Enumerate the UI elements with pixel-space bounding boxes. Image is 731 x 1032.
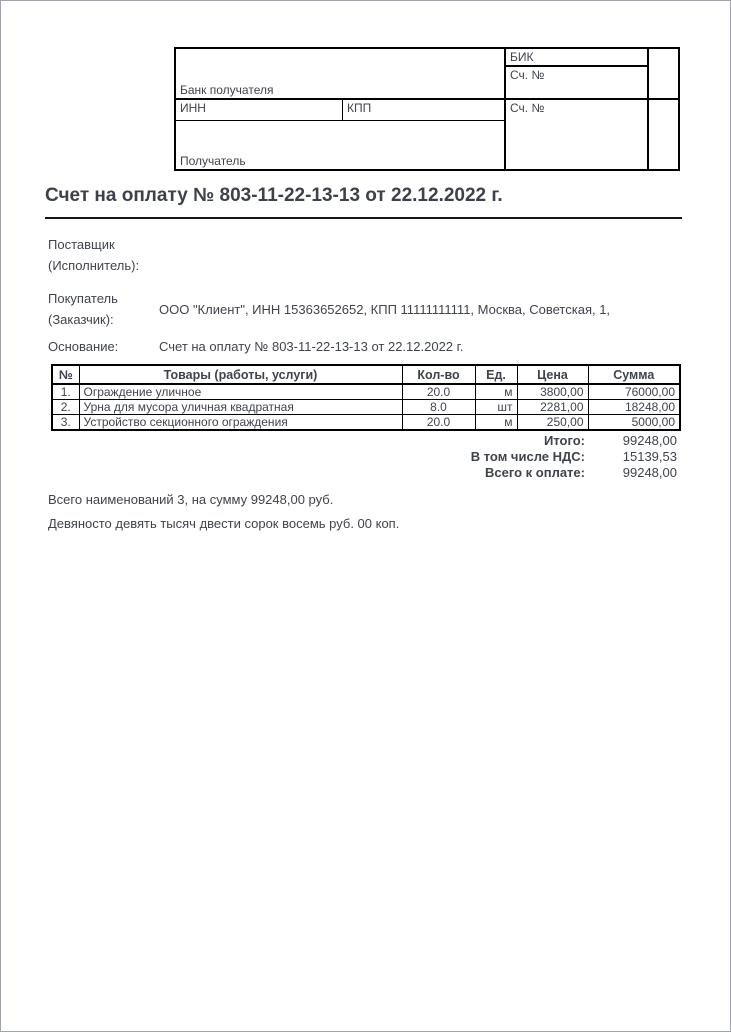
bank-account-label: Сч. № <box>510 68 545 82</box>
header-num: № <box>52 365 79 384</box>
header-name: Товары (работы, услуги) <box>79 365 402 384</box>
supplier-value <box>159 234 682 276</box>
item-qty: 8.0 <box>402 400 475 415</box>
item-price: 250,00 <box>517 415 588 431</box>
total-value: 99248,00 <box>622 432 677 448</box>
header-qty: Кол-во <box>402 365 475 384</box>
payable-row <box>51 464 679 480</box>
amount-in-words: Девяносто девять тысяч двести сорок восемь руб. 00 коп. <box>48 516 400 531</box>
kpp-cell <box>343 100 506 121</box>
item-num: 1. <box>52 384 79 400</box>
item-qty: 20.0 <box>402 415 475 431</box>
recipient-account-label: Сч. № <box>510 101 545 115</box>
vat-label: В том числе НДС: <box>470 448 585 464</box>
inn-cell <box>176 100 343 121</box>
basis-value: Счет на оплату № 803-11-22-13-13 от 22.12.2022 г. <box>159 339 464 354</box>
bank-name-cell <box>176 49 506 100</box>
payable-label: Всего к оплате: <box>485 464 585 480</box>
total-row <box>51 432 679 448</box>
item-qty: 20.0 <box>402 384 475 400</box>
payable-value: 99248,00 <box>622 464 677 480</box>
vat-value: 15139,53 <box>622 448 677 464</box>
item-sum: 18248,00 <box>588 400 680 415</box>
totals-block <box>51 432 679 480</box>
buyer-value: ООО "Клиент", ИНН 15363652652, КПП 11111111111, Москва, Советская, 1, <box>159 301 611 317</box>
table-row <box>52 384 680 400</box>
item-num: 2. <box>52 400 79 415</box>
bank-name-label: Банк получателя <box>180 83 274 97</box>
recipient-account-value-cell <box>649 100 678 169</box>
title-divider <box>45 217 682 219</box>
item-unit: м <box>475 384 517 400</box>
bank-requisites-table <box>174 47 680 171</box>
items-count-summary: Всего наименований 3, на сумму 99248,00 руб. <box>48 492 334 507</box>
vat-row <box>51 448 679 464</box>
buyer-label: Покупатель (Заказчик): <box>48 291 118 327</box>
table-row <box>52 400 680 415</box>
items-header-row <box>52 365 680 384</box>
recipient-account-cell <box>506 100 649 169</box>
bik-value-cell <box>649 49 678 100</box>
items-table <box>51 364 681 431</box>
item-num: 3. <box>52 415 79 431</box>
basis-row <box>48 336 682 357</box>
item-price: 2281,00 <box>517 400 588 415</box>
item-name: Ограждение уличное <box>79 384 402 400</box>
bik-label: БИК <box>510 50 534 64</box>
inn-label: ИНН <box>180 101 206 115</box>
bik-cell <box>506 49 649 67</box>
item-price: 3800,00 <box>517 384 588 400</box>
buyer-row <box>48 288 682 330</box>
item-sum: 5000,00 <box>588 415 680 431</box>
recipient-label: Получатель <box>180 154 246 168</box>
item-unit: шт <box>475 400 517 415</box>
total-label: Итого: <box>544 432 585 448</box>
table-row <box>52 415 680 431</box>
recipient-cell <box>176 121 506 169</box>
basis-label: Основание: <box>48 339 119 354</box>
supplier-label: Поставщик (Исполнитель): <box>48 237 140 273</box>
bank-account-cell <box>506 67 649 100</box>
item-name: Устройство секционного ограждения <box>79 415 402 431</box>
header-sum: Сумма <box>588 365 680 384</box>
item-sum: 76000,00 <box>588 384 680 400</box>
header-unit: Ед. <box>475 365 517 384</box>
kpp-label: КПП <box>347 101 372 115</box>
invoice-title: Счет на оплату № 803-11-22-13-13 от 22.12.2022 г. <box>45 185 503 206</box>
items-table-wrap <box>51 364 681 431</box>
header-price: Цена <box>517 365 588 384</box>
item-unit: м <box>475 415 517 431</box>
supplier-row <box>48 234 682 276</box>
item-name: Урна для мусора уличная квадратная <box>79 400 402 415</box>
